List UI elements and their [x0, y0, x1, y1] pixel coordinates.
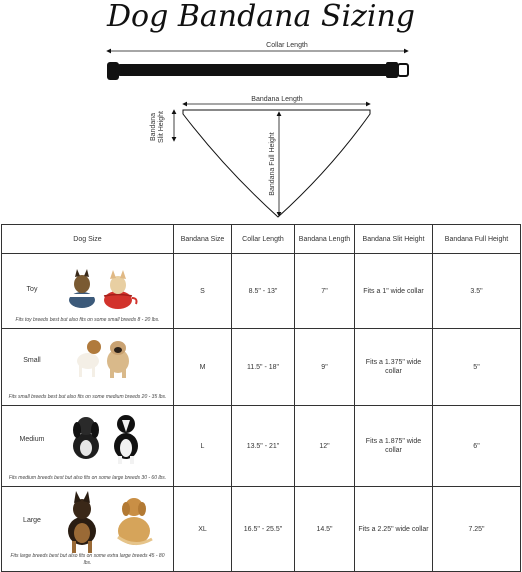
- collar-length-dimension: [107, 42, 408, 51]
- header-dog-size: Dog Size: [2, 225, 174, 254]
- full-height-cell: 3.5": [433, 254, 521, 329]
- dog-size-label: Large: [23, 517, 41, 524]
- dog-size-label: Medium: [19, 436, 45, 443]
- full-height-cell: 7.25": [433, 487, 521, 572]
- collar-icon: [107, 62, 408, 80]
- slit-height-cell: [355, 254, 433, 329]
- header-full-height: Bandana Full Height: [433, 225, 521, 254]
- bandana-length-dimension: [183, 96, 370, 104]
- dog-size-cell: [2, 487, 174, 572]
- bandana-size-cell: L: [174, 406, 232, 487]
- dog-size-cell: [2, 406, 174, 487]
- toy-dogs-icon: [60, 266, 140, 310]
- medium-dogs-icon: [60, 410, 150, 466]
- bandana-icon: [183, 110, 370, 217]
- slit-height-label-line1: Bandana: [150, 112, 157, 142]
- slit-height-text: Fits a 1" wide collar: [363, 287, 424, 295]
- slit-height-text: Fits a 1.375" wide collar: [365, 359, 422, 375]
- dog-size-cell: [2, 329, 174, 406]
- slit-height-cell: [355, 329, 433, 406]
- bandana-size-cell: S: [174, 254, 232, 329]
- table-row: [2, 329, 521, 406]
- header-bandana-length: Bandana Length: [295, 225, 355, 254]
- full-height-label: Bandana Full Height: [269, 132, 276, 196]
- full-height-dimension: [269, 112, 279, 216]
- bandana-length-label: Bandana Length: [251, 96, 303, 103]
- slit-height-label-line2: Slit Height: [158, 111, 165, 143]
- bandana-length-cell: 12": [295, 406, 355, 487]
- large-dogs-icon: [60, 489, 160, 555]
- page-title: Dog Bandana Sizing: [106, 0, 415, 34]
- dog-size-label: Toy: [26, 286, 38, 293]
- slit-height-cell: [355, 487, 433, 572]
- header-slit-height: Bandana Slit Height: [355, 225, 433, 254]
- table-row: [2, 254, 521, 329]
- slit-height-cell: [355, 406, 433, 487]
- small-dogs-icon: [60, 333, 140, 379]
- collar-length-cell: 8.5" - 13": [232, 254, 295, 329]
- table-header-row: [2, 225, 521, 254]
- size-note: Fits medium breeds best but also fits on some large breeds 30 - 60 lbs.: [8, 475, 167, 481]
- bandana-size-cell: XL: [174, 487, 232, 572]
- dog-size-cell: [2, 254, 174, 329]
- size-note: Fits large breeds best but also fits on some extra large breeds 45 - 80 lbs.: [10, 553, 165, 566]
- slit-height-text: Fits a 1.875" wide collar: [365, 438, 422, 454]
- full-height-cell: 5": [433, 329, 521, 406]
- sizing-table: [1, 224, 521, 572]
- table-row: [2, 487, 521, 572]
- bandana-length-cell: 7": [295, 254, 355, 329]
- header-bandana-size: Bandana Size: [174, 225, 232, 254]
- bandana-size-cell: M: [174, 329, 232, 406]
- slit-height-text: Fits a 2.25" wide collar: [358, 525, 429, 533]
- collar-length-cell: 13.5" - 21": [232, 406, 295, 487]
- collar-length-label: Collar Length: [266, 42, 308, 49]
- table-row: [2, 406, 521, 487]
- bandana-length-cell: 9": [295, 329, 355, 406]
- full-height-cell: 6": [433, 406, 521, 487]
- collar-length-cell: 11.5" - 18": [232, 329, 295, 406]
- sizing-diagram: [0, 0, 522, 225]
- slit-height-dimension: [150, 110, 174, 143]
- header-collar-length: Collar Length: [232, 225, 295, 254]
- dog-size-label: Small: [23, 357, 41, 364]
- collar-length-cell: 16.5" - 25.5": [232, 487, 295, 572]
- bandana-length-cell: 14.5": [295, 487, 355, 572]
- size-note: Fits toy breeds best but also fits on some small breeds 8 - 20 lbs.: [15, 317, 160, 323]
- size-note: Fits small breeds best but also fits on some medium breeds 20 - 35 lbs.: [8, 394, 167, 400]
